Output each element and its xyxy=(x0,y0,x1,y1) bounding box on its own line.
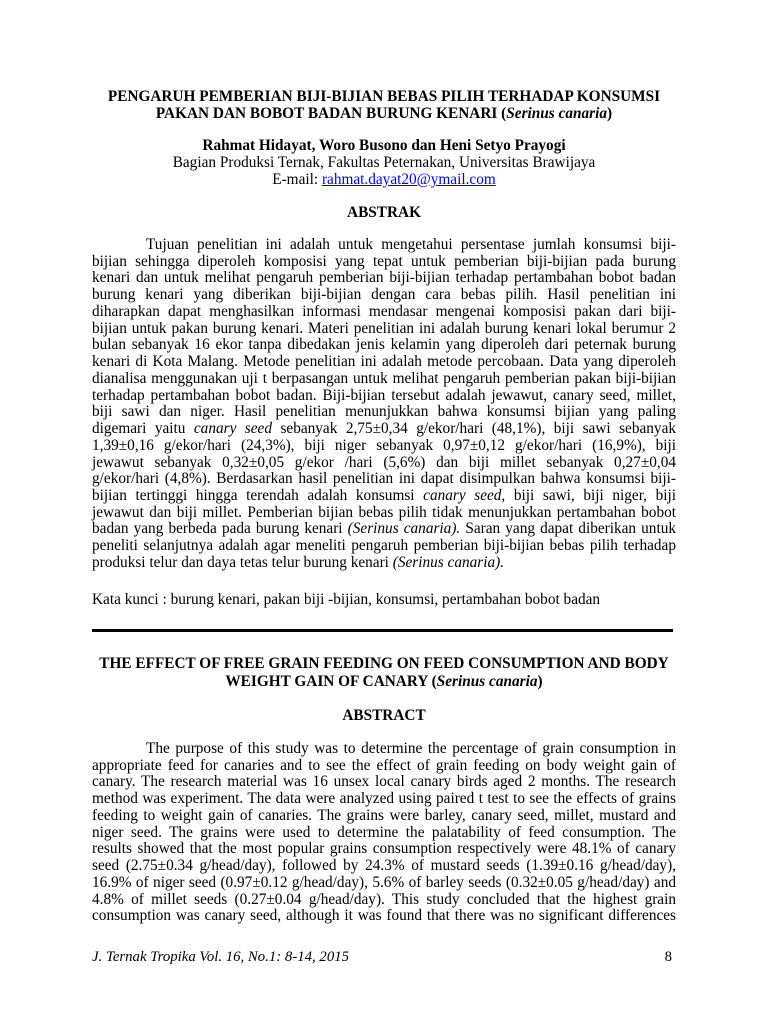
italic-term: canary seed xyxy=(193,420,272,438)
email-line xyxy=(92,171,676,188)
abstrak-line: bijian tertinggi hingga terendah adalah konsumsi canary seed, biji sawi, biji niger, biji xyxy=(92,487,677,505)
abstract-line: 16.9% of niger seed (0.97±0.12 g/head/day), 5.6% of barley seeds (0.32±0.05 g/head/day) and xyxy=(92,873,676,891)
abstrak-line: bijian untuk pakan burung kenari. Materi penelitian ini adalah burung kenari lokal berumur 2 xyxy=(92,319,676,337)
abstrak-paragraph xyxy=(92,237,676,572)
abstrak-line: g/ekor/hari (4,8%). Berdasarkan hasil penelitian ini dapat disimpulkan bahwa konsumsi biji- xyxy=(92,470,676,488)
abstrak-line: dianalisa menggunakan uji t berpasangan untuk melihat pengaruh pemberian pakan biji-bijian xyxy=(92,369,676,387)
abstrak-line: peneliti selanjutnya adalah agar meneliti pengaruh pemberian biji-bijian bebas pilih terhadap xyxy=(92,537,676,555)
abstract-line: canary. The research material was 16 unsex local canary birds aged 2 months. The research xyxy=(92,773,676,791)
abstrak-line: terhadap pertambahan bobot badan. Biji-bijian tersebut adalah jewawut, canary seed, millet, xyxy=(92,386,676,404)
abstrak-line: jewawut sebanyak 0,32±0,05 g/ekor /hari (5,6%) dan biji millet sebanyak 0,27±0,04 xyxy=(92,453,676,471)
abstrak-line: produksi telur dan daya tetas telur burung kenari (Serinus canaria). xyxy=(92,553,505,571)
abstrak-line: badan yang berbeda pada burung kenari (Serinus canaria). Saran yang dapat diberikan untuk xyxy=(92,520,677,538)
title-line-2-text: PAKAN DAN BOBOT BADAN BURUNG KENARI ( xyxy=(155,105,507,122)
affiliation: Bagian Produksi Ternak, Fakultas Peternakan, Universitas Brawijaya xyxy=(172,154,596,171)
abstract-line: appropriate feed for canaries and to see the effect of grain feeding on body weight gain of xyxy=(92,756,676,774)
title-english xyxy=(92,655,676,691)
abstract-line: The purpose of this study was to determine the percentage of grain consumption in xyxy=(146,740,676,757)
abstract-line: niger seed. The grains were used to determine the palatability of feed consumption. The xyxy=(92,823,676,841)
abstrak-line: biji sawi dan niger. Hasil penelitian menunjukkan bahwa konsumsi bijian yang paling xyxy=(92,403,676,421)
abstrak-line: digemari yaitu canary seed sebanyak 2,75±0,34 g/ekor/hari (48,1%), biji sawi sebanyak xyxy=(92,420,677,438)
abstrak-line: bulan sebanyak 16 ekor tanpa dibedakan jenis kelamin yang diperoleh dari peternak burung xyxy=(92,336,676,354)
title-en-line-2 xyxy=(92,673,676,691)
title-close-paren: ) xyxy=(607,105,613,122)
title-line-2 xyxy=(92,105,676,122)
abstract-line: seed (2.75±0.34 g/head/day), followed by 24.3% of mustard seeds (1.39±0.16 g/head/day), xyxy=(92,857,676,875)
abstrak-line: jewawut dan biji millet. Pemberian bijian bebas pilih tidak menunjukkan pertambahan bobot xyxy=(92,503,676,521)
abstract-line: feeding to weight gain of canaries. The grains were barley, canary seed, millet, mustard and xyxy=(92,806,676,824)
abstract-paragraph xyxy=(92,741,676,925)
section-divider xyxy=(92,629,673,632)
species-name: Serinus canaria xyxy=(436,673,538,690)
abstract-line: consumption was canary seed, although it was found that there was no significant differences xyxy=(92,907,676,925)
abstrak-line: burung kenari yang diberikan biji-bijian dengan cara bebas pilih. Hasil penelitian ini xyxy=(92,286,676,304)
title-indonesian xyxy=(92,88,676,122)
abstrak-line: diharapkan dapat menghasilkan informasi mendasar mengenai komposisi pakan dari biji- xyxy=(92,302,676,320)
italic-term: (Serinus canaria). xyxy=(347,520,461,538)
abstract-heading: ABSTRACT xyxy=(342,707,426,724)
abstrak-line: 1,39±0,16 g/ekor/hari (24,3%), biji niger sebanyak 0,97±0,12 g/ekor/hari (16,9%), biji xyxy=(92,436,676,454)
abstract-line: results showed that the most popular grains consumption respectively were 48.1% of canary xyxy=(92,840,676,858)
italic-term: (Serinus canaria). xyxy=(392,553,505,571)
species-name: Serinus canaria xyxy=(506,105,608,122)
abstrak-line: Tujuan penelitian ini adalah untuk mengetahui persentase jumlah konsumsi biji- xyxy=(146,236,676,253)
title-en-line-1: THE EFFECT OF FREE GRAIN FEEDING ON FEED CONSUMPTION AND BODY xyxy=(99,655,669,672)
abstract-line: 4.8% of millet seeds (0.27±0.04 g/head/day). This study concluded that the highest grain xyxy=(92,890,676,908)
keywords: Kata kunci : burung kenari, pakan biji -bijian, konsumsi, pertambahan bobot badan xyxy=(92,591,601,608)
email-label: E-mail: xyxy=(272,171,322,188)
abstract-line: method was experiment. The data were analyzed using paired t test to see the effects of grains xyxy=(92,790,676,808)
page-footer xyxy=(92,949,676,966)
abstrak-line: bijian sehingga diperoleh komposisi yang tepat untuk pemberian biji-bijian pada burung xyxy=(92,252,676,270)
email-link[interactable]: rahmat.dayat20@ymail.com xyxy=(321,171,496,188)
italic-term: canary seed, xyxy=(423,487,506,505)
abstrak-line: kenari di Kota Malang. Metode penelitian ini adalah metode percobaan. Data yang diperoleh xyxy=(92,353,676,371)
title-line-1: PENGARUH PEMBERIAN BIJI-BIJIAN BEBAS PILIH TERHADAP KONSUMSI xyxy=(107,88,661,105)
author-block xyxy=(92,137,676,188)
journal-citation: J. Ternak Tropika Vol. 16, No.1: 8-14, 2015 xyxy=(92,949,350,965)
abstrak-heading: ABSTRAK xyxy=(347,204,421,221)
abstrak-line: kenari dan untuk melihat pengaruh pemberian biji-bijian terhadap pertambahan bobot badan xyxy=(92,269,676,287)
authors: Rahmat Hidayat, Woro Busono dan Heni Setyo Prayogi xyxy=(202,137,566,154)
page-number: 8 xyxy=(664,949,672,965)
title-en-close-paren: ) xyxy=(537,673,543,690)
title-en-line-2-text: WEIGHT GAIN OF CANARY ( xyxy=(225,673,437,690)
